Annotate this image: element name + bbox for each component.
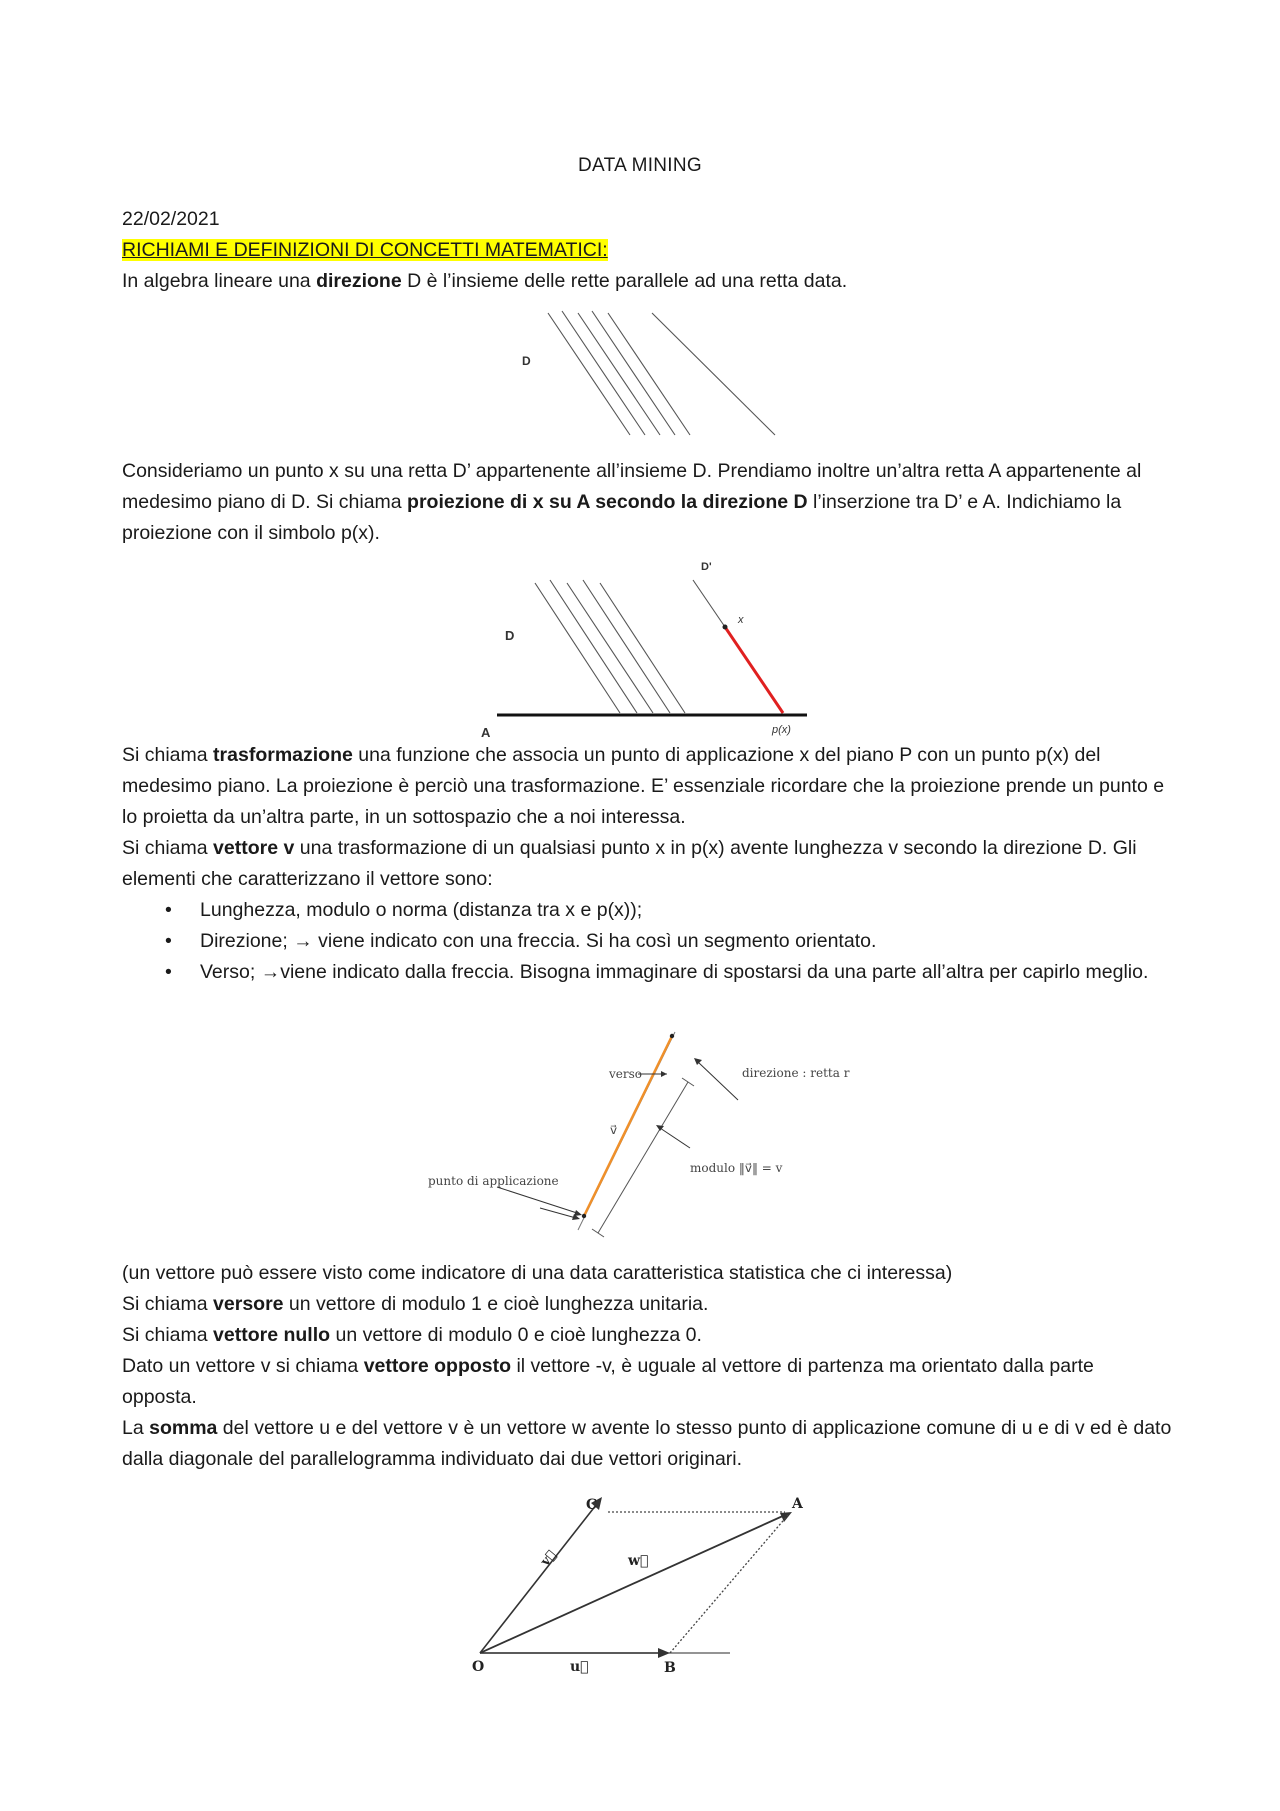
fig2-label-px: p(x): [772, 724, 791, 736]
paragraph-trasformazione: Si chiama trasformazione una funzione che associa un punto di applicazione x del piano P con un punto p(x) del medesimo piano. La proiezione è perciò una trasformazione. E’ essenziale ricordare che la proiezione prende un punto e lo proietta da un’altra parte, in un sottospazio che a noi interessa.: [122, 744, 1165, 828]
fig4-label-b: B: [664, 1660, 676, 1676]
document-title: DATA MINING: [578, 155, 702, 176]
paragraph-note: (un vettore può essere visto come indicatore di una data caratteristica statistica che ci interessa): [122, 1262, 953, 1284]
fig2-label-dprime: D': [701, 561, 712, 573]
fig4-label-o: O: [472, 1659, 485, 1675]
section-heading: [122, 235, 1172, 266]
paragraph-vettore-opposto: Dato un vettore v si chiama vettore opposto il vettore -v, è uguale al vettore di partenza ma orientato dalla parte opposta.: [122, 1355, 1094, 1408]
list-item: • Verso; →viene indicato dalla freccia. Bisogna immaginare di spostarsi da una parte all’altra per capirlo meglio.: [165, 961, 1149, 983]
list-item: • Lunghezza, modulo o norma (distanza tra x e p(x));: [165, 899, 643, 921]
fig4-label-v: v⃗: [538, 1547, 560, 1570]
paragraph-vettore: Si chiama vettore v una trasformazione di un qualsiasi punto x in p(x) avente lunghezza v secondo la direzione D. Gli elementi che caratterizzano il vettore sono:: [122, 837, 1137, 890]
vector-elements-list: [122, 895, 1172, 988]
fig3-label-v: v⃗: [610, 1123, 618, 1137]
fig2-label-d: D: [505, 628, 515, 643]
fig2-label-x: x: [738, 614, 744, 626]
section-heading-text: RICHIAMI E DEFINIZIONI DI CONCETTI MATEMATICI:: [122, 239, 608, 261]
fig4-label-c: C: [586, 1497, 598, 1513]
paragraph-somma: La somma del vettore u e del vettore v è un vettore w avente lo stesso punto di applicazione comune di u e di v ed è dato dalla diagonale del parallelogramma individuato dai due vettori originari.: [122, 1417, 1172, 1470]
fig2-label-a: A: [481, 725, 491, 740]
paragraph-direzione: In algebra lineare una direzione D è l’insieme delle rette parallele ad una retta data.: [122, 270, 848, 292]
paragraph-versore: Si chiama versore un vettore di modulo 1 e cioè lunghezza unitaria.: [122, 1293, 709, 1315]
paragraph-vettore-nullo: Si chiama vettore nullo un vettore di modulo 0 e cioè lunghezza 0.: [122, 1324, 702, 1346]
figure-vector-sum: [470, 1485, 820, 1675]
figure-direction-lines: [500, 305, 800, 440]
list-item: • Direzione; → viene indicato con una freccia. Si ha così un segmento orientato.: [165, 930, 877, 952]
fig4-label-w: w⃗: [628, 1553, 649, 1569]
date-line: 22/02/2021: [122, 208, 220, 230]
fig3-label-direzione: direzione : retta r: [742, 1066, 850, 1080]
fig3-label-punto: punto di applicazione: [428, 1174, 559, 1188]
fig4-label-u: u⃗: [570, 1659, 589, 1675]
figure-vector-pointer: [495, 1175, 595, 1235]
figure-vector: [420, 1030, 880, 1235]
fig3-label-modulo: modulo ‖v⃗‖ = v: [690, 1161, 783, 1175]
fig1-label-d: D: [522, 354, 531, 368]
paragraph-proiezione: Consideriamo un punto x su una retta D’ appartenente all’insieme D. Prendiamo inoltre un’altra retta A appartenente al medesimo piano di D. Si chiama proiezione di x su A secondo la direzione D l’inserzione tra D’ e A. Indichiamo la proiezione con il simbolo p(x).: [122, 460, 1142, 544]
fig3-label-verso: verso: [609, 1067, 642, 1081]
fig4-label-a: A: [792, 1496, 803, 1512]
figure-projection: [475, 555, 825, 745]
